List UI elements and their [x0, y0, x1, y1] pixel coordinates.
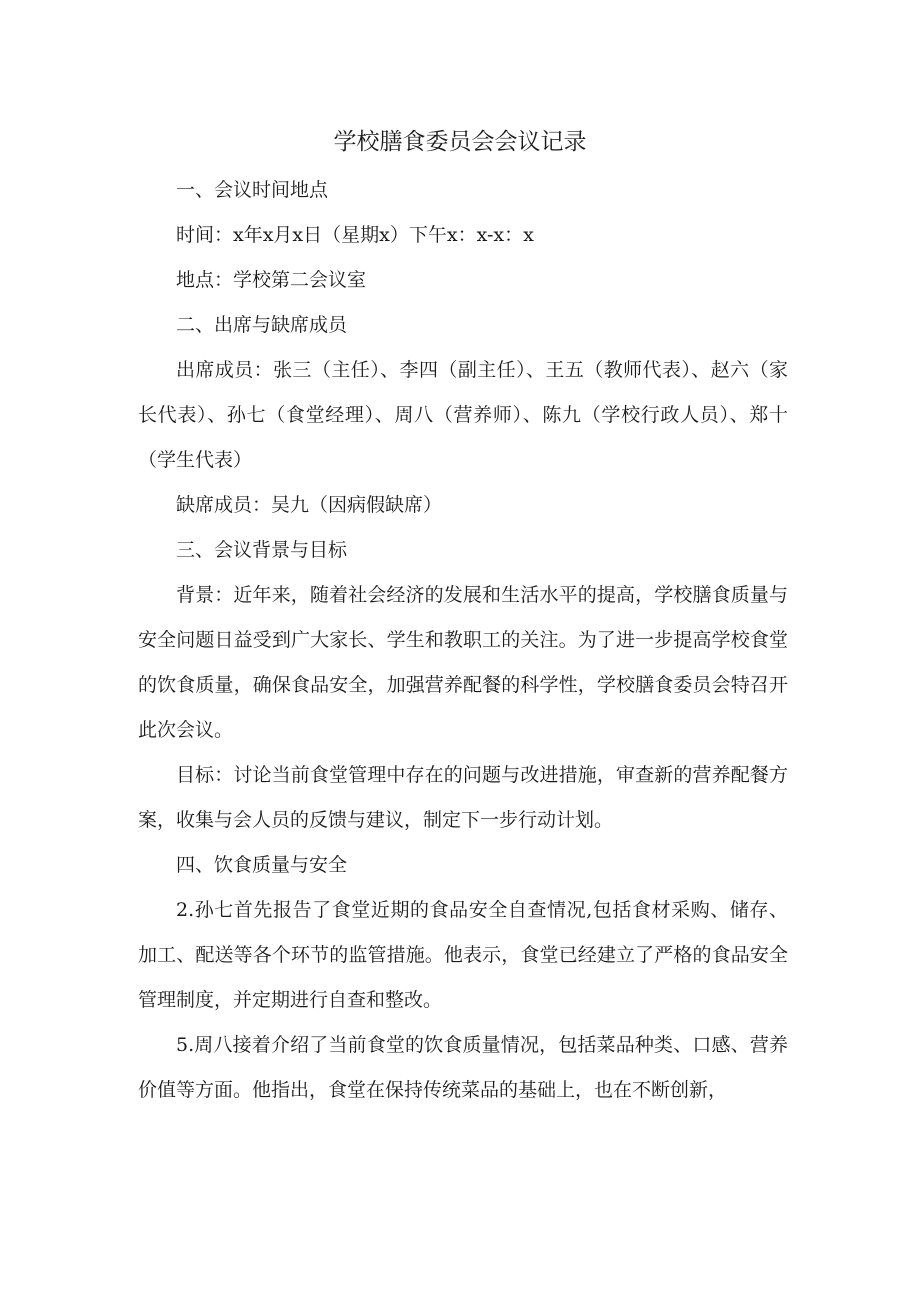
- document-title: 学校膳食委员会会议记录: [333, 129, 587, 155]
- background-paragraph: 背景：近年来，随着社会经济的发展和生活水平的提高，学校膳食质量与安全问题日益受到广大家长、学生和教职工的关注。为了进一步提高学校食堂的饮食质量，确保食品安全，加强营养配餐的科学性，学校膳食委员会特召开此次会议。: [138, 584, 788, 741]
- food-safety-report-paragraph: 2.孙七首先报告了食堂近期的食品安全自查情况,包括食材采购、储存、加工、配送等各个环节的监管措施。他表示，食堂已经建立了严格的食品安全管理制度，并定期进行自查和整改。: [138, 899, 788, 1011]
- section-heading-meeting-time-place: 一、会议时间地点: [176, 179, 329, 201]
- document-body: [138, 168, 788, 1113]
- meeting-time: 时间：x年x月x日（星期x）下午x：x-x：x: [176, 224, 534, 246]
- section-heading-attendance: 二、出席与缺席成员: [176, 314, 348, 336]
- section-heading-background-goals: 三、会议背景与目标: [176, 539, 348, 561]
- meeting-place: 地点：学校第二会议室: [176, 269, 367, 291]
- attendees-paragraph: 出席成员：张三（主任）、李四（副主任）、王五（教师代表）、赵六（家长代表）、孙七（食堂经理）、周八（营养师）、陈九（学校行政人员）、郑十（学生代表）: [138, 359, 788, 471]
- absentees-paragraph: 缺席成员：吴九（因病假缺席）: [176, 494, 443, 516]
- food-quality-report-paragraph: 5.周八接着介绍了当前食堂的饮食质量情况，包括菜品种类、口感、营养价值等方面。他指出，食堂在保持传统菜品的基础上，也在不断创新，: [138, 1034, 788, 1101]
- section-heading-food-quality-safety: 四、饮食质量与安全: [176, 854, 348, 876]
- goals-paragraph: 目标：讨论当前食堂管理中存在的问题与改进措施，审查新的营养配餐方案，收集与会人员的反馈与建议，制定下一步行动计划。: [138, 764, 788, 831]
